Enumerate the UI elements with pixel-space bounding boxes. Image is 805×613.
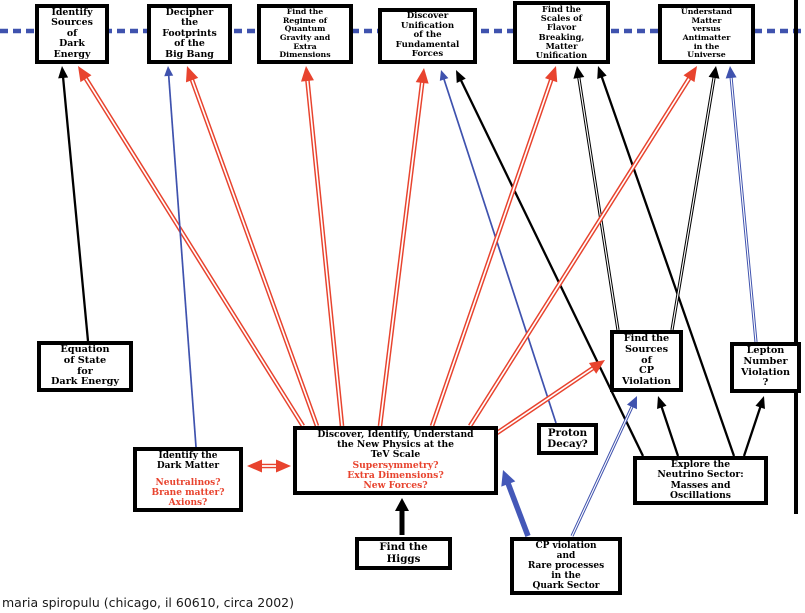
box-line: versus	[692, 24, 721, 34]
box-red-line: Extra Dimensions?	[347, 469, 444, 481]
box-line: Equation	[60, 343, 110, 355]
box-line: CP violation	[535, 541, 597, 551]
arrowhead-neutrino-to-cp-sources	[657, 396, 666, 409]
box-line: the New Physics at the	[336, 439, 455, 451]
box-line: CP	[639, 365, 654, 377]
arrowhead-neutrino-to-lepton	[755, 396, 764, 409]
box-flavor-breaking-scales	[513, 1, 610, 64]
box-line: Dimensions	[279, 50, 331, 60]
arrow-neutrino-to-lepton	[744, 405, 761, 456]
box-lepton-number-violation	[730, 342, 801, 393]
box-unification-of-forces	[378, 8, 477, 64]
box-line: Decipher	[165, 6, 214, 18]
arrow-lepton-to-antimatter-inner	[731, 76, 756, 342]
box-line: Rare processes	[527, 561, 605, 571]
box-sources-of-cp-violation	[610, 330, 683, 392]
arrowhead-proton-decay-to-unification	[440, 70, 449, 81]
box-line: Identify the	[158, 451, 218, 461]
box-line: Neutrino Sector:	[657, 469, 744, 481]
box-line: Number	[743, 355, 788, 367]
box-line: Find the	[286, 6, 324, 16]
arrow-neutrino-to-flavor-scales	[601, 75, 734, 456]
box-line: Quantum	[284, 24, 326, 34]
box-line: Dark Energy	[51, 376, 119, 388]
box-line: in the	[693, 41, 720, 51]
box-line: Footprints	[162, 27, 217, 39]
arrowhead-tev-dark-matter-link-tail	[247, 460, 262, 473]
arrow-equation-of-state-to-dark-energy	[63, 76, 88, 341]
box-red-line: Supersymmetry?	[352, 459, 439, 471]
box-line: Sources	[51, 17, 93, 29]
box-line: Matter	[691, 15, 722, 25]
arrow-tev-to-flavor-scales-inner	[432, 78, 552, 426]
arrowhead-tev-to-flavor-scales	[545, 66, 557, 82]
box-line: Universe	[687, 50, 726, 60]
arrowhead-higgs-to-tev	[395, 498, 409, 511]
arrowhead-neutrino-to-flavor-scales	[597, 66, 606, 79]
box-red-line: Brane matter?	[151, 488, 225, 498]
box-line: Unification	[400, 20, 455, 31]
box-neutrino-sector	[633, 456, 768, 505]
box-line: Identify	[51, 6, 93, 18]
box-red-line: Neutralinos?	[155, 478, 221, 488]
box-line: Quark Sector	[532, 581, 600, 591]
box-line: Lepton	[746, 344, 785, 356]
box-line: Sources	[624, 343, 669, 355]
arrow-cp-sources-to-antimatter-inner	[672, 76, 714, 330]
box-line: Regime of	[282, 15, 328, 25]
box-line: Oscillations	[670, 489, 731, 501]
box-line: Energy	[53, 48, 91, 60]
box-line: of the	[174, 38, 205, 50]
box-quantum-gravity-extra-dimensions	[257, 4, 353, 64]
box-find-the-higgs	[355, 537, 452, 570]
box-line: Find the	[379, 541, 428, 553]
arrow-cp-quark-to-tev	[508, 482, 528, 536]
box-cp-violation-quark-sector	[510, 537, 622, 595]
arrowhead-tev-dark-matter-link	[276, 460, 291, 473]
arrow-tev-to-unification-inner	[380, 81, 422, 426]
box-line: Violation	[740, 366, 791, 378]
box-line: of the	[413, 30, 442, 41]
box-decipher-big-bang-footprints	[147, 4, 232, 64]
box-line: TeV Scale	[370, 449, 421, 461]
box-line: Dark	[59, 38, 85, 50]
box-equation-of-state-dark-energy	[37, 341, 133, 392]
box-line: Big Bang	[165, 48, 214, 60]
page-caption: maria spiropulu (chicago, il 60610, circa 2002)	[2, 595, 294, 610]
arrowhead-cp-sources-to-flavor-scales	[573, 66, 584, 79]
arrow-tev-to-big-bang-inner	[191, 78, 317, 426]
arrowhead-lepton-to-antimatter	[726, 66, 737, 78]
box-line: Discover, Identify, Understand	[317, 428, 474, 440]
box-line: ?	[762, 377, 769, 389]
box-red-line: Axions?	[168, 498, 208, 508]
box-line: for	[77, 365, 93, 377]
box-line: Higgs	[386, 552, 421, 565]
arrowhead-dark-matter-to-big-bang	[164, 66, 173, 76]
box-line: Find the	[623, 333, 670, 344]
arrowhead-tev-to-unification	[416, 68, 429, 84]
box-line: Decay?	[547, 438, 588, 450]
box-line: Fundamental	[395, 39, 460, 50]
box-line: Discover	[406, 11, 449, 22]
arrowhead-equation-of-state-to-dark-energy	[58, 66, 68, 78]
box-line: Matter	[545, 40, 578, 51]
arrow-tev-to-quantum-gravity-inner	[307, 79, 342, 426]
arrowhead-cp-sources-to-antimatter	[709, 66, 720, 79]
box-line: Flavor	[546, 22, 577, 33]
box-line: and	[556, 551, 576, 561]
box-red-line: New Forces?	[363, 479, 428, 491]
box-line: Masses and	[670, 479, 731, 491]
box-line: of	[66, 27, 78, 39]
box-identify-dark-matter	[133, 447, 243, 512]
box-line: Breaking,	[538, 31, 585, 42]
arrowhead-tev-to-quantum-gravity	[301, 66, 314, 82]
box-line: Violation	[621, 376, 672, 388]
box-line: Antimatter	[682, 33, 731, 42]
arrow-neutrino-to-cp-sources	[661, 405, 678, 456]
arrow-dark-matter-to-big-bang	[169, 74, 196, 447]
box-line: Scales of	[540, 13, 583, 24]
box-line: Proton	[547, 426, 588, 439]
box-line: in the	[551, 571, 581, 581]
box-line: Extra	[293, 41, 317, 51]
box-matter-vs-antimatter	[658, 4, 755, 64]
arrow-proton-decay-to-unification	[443, 78, 556, 423]
box-line: Understand	[680, 6, 733, 16]
box-line: Dark Matter	[156, 461, 220, 471]
box-line: Gravity and	[279, 33, 331, 42]
box-line: Unification	[535, 49, 588, 60]
box-line: Forces	[411, 49, 444, 60]
box-identify-sources-of-dark-energy	[35, 4, 109, 64]
box-line: Find the	[542, 3, 581, 14]
box-line: Explore the	[670, 458, 731, 470]
box-proton-decay	[537, 423, 598, 455]
box-line: of State	[63, 354, 107, 366]
arrowhead-tev-to-big-bang	[186, 66, 198, 82]
box-tev-scale-new-physics	[293, 426, 498, 495]
box-line: the	[180, 17, 199, 29]
box-line: of	[641, 354, 652, 366]
